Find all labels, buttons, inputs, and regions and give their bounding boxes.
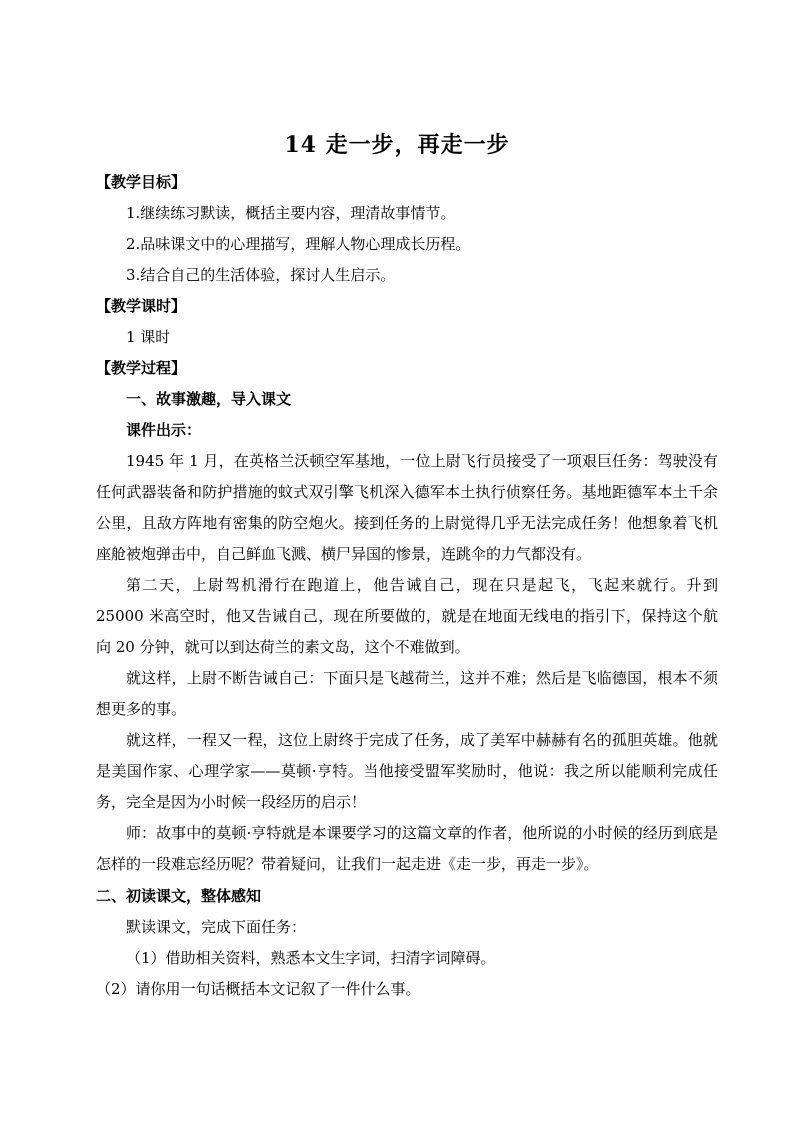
task-item: （2）请你用一句话概括本文记叙了一件什么事。 [96, 980, 421, 998]
task-item: （1）借助相关资料，熟悉本文生字词，扫清字词障碍。 [126, 949, 496, 967]
story-paragraph: 第二天，上尉驾机滑行在跑道上，他告诫自己，现在只是起飞，飞起来就行。升到 25000 米高空时，他又告诫自己，现在所要做的，就是在地面无线电的指引下，保持这个航向 20 分钟，就可以到达荷兰的素文岛，这个不难做到。 [96, 576, 718, 656]
part2-intro: 默读课文，完成下面任务： [126, 918, 307, 936]
courseware-label: 课件出示： [126, 421, 202, 439]
objective-item: 1.继续练习默读，概括主要内容，理清故事情节。 [126, 204, 456, 222]
hours-value: 1 课时 [126, 328, 171, 346]
story-paragraph: 师：故事中的莫顿·亨特就是本课要学习的这篇文章的作者，他所说的小时候的经历到底是怎样的一段难忘经历呢？带着疑问，让我们一起走进《走一步，再走一步》。 [96, 824, 718, 873]
story-paragraph: 就这样，上尉不断告诫自己：下面只是飞越荷兰，这并不难；然后是飞临德国，根本不须想更多的事。 [96, 669, 718, 718]
process-heading: 【教学过程】 [96, 359, 187, 377]
objectives-heading: 【教学目标】 [96, 173, 187, 191]
hours-heading: 【教学课时】 [96, 297, 187, 315]
objective-item: 2.品味课文中的心理描写，理解人物心理成长历程。 [126, 235, 471, 253]
objective-item: 3.结合自己的生活体验，探讨人生启示。 [126, 266, 396, 284]
part1-heading: 一、故事激趣，导入课文 [126, 390, 292, 408]
story-paragraph: 1945 年 1 月，在英格兰沃顿空军基地，一位上尉飞行员接受了一项艰巨任务：驾驶没有任何武器装备和防护措施的蚊式双引擎飞机深入德军本土执行侦察任务。基地距德军本土千余公里，且敌方阵地有密集的防空炮火。接到任务的上尉觉得几乎无法完成任务！他想象着飞机座舱被炮弹击中，自己鲜血飞溅、横尸异国的惨景，连跳伞的力气都没有。 [96, 452, 718, 563]
part2-heading: 二、初读课文，整体感知 [96, 887, 262, 905]
story-paragraph: 就这样，一程又一程，这位上尉终于完成了任务，成了美军中赫赫有名的孤胆英雄。他就是美国作家、心理学家——莫顿·亨特。当他接受盟军奖励时，他说：我之所以能顺利完成任务，完全是因为小时候一段经历的启示！ [96, 731, 718, 811]
lesson-title: 14 走一步，再走一步 [284, 132, 510, 158]
